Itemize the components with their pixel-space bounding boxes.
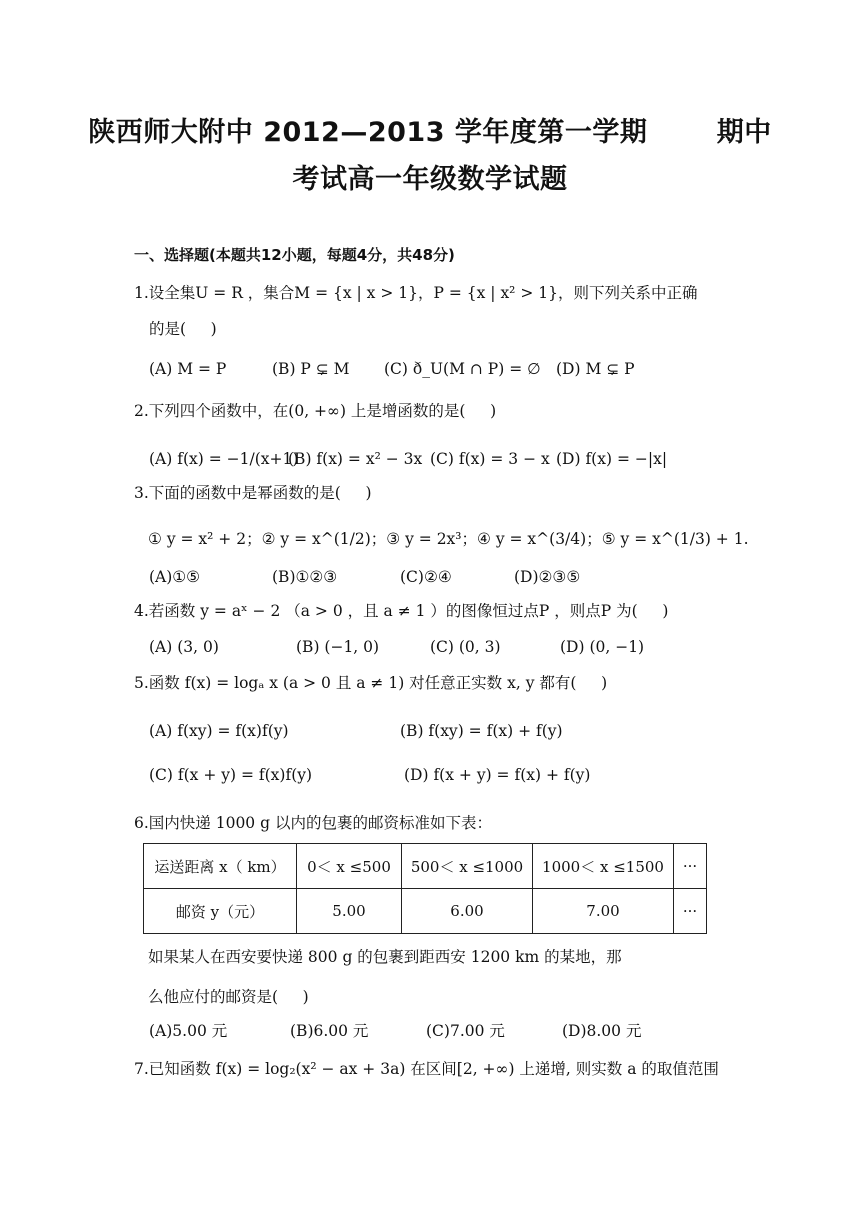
question-1-option-a: (A) M = P: [149, 360, 227, 378]
question-5-option-b: (B) f(xy) = f(x) + f(y): [400, 722, 563, 740]
question-6-option-b: (B)6.00 元: [290, 1022, 369, 1040]
question-3-stem: 3.下面的函数中是幂函数的是( ): [134, 484, 372, 502]
question-6-stem-cont2: 么他应付的邮资是( ): [148, 988, 309, 1006]
question-4-option-b: (B) (−1, 0): [296, 638, 380, 656]
question-1-option-b: (B) P ⊊ M: [272, 360, 350, 378]
question-5-option-a: (A) f(xy) = f(x)f(y): [149, 722, 289, 740]
question-2-option-c: (C) f(x) = 3 − x: [430, 450, 550, 468]
question-4-option-d: (D) (0, −1): [560, 638, 645, 656]
table-cell: 0＜ x ≤500: [297, 844, 402, 889]
postage-table: [143, 843, 707, 934]
question-1-option-d: (D) M ⊊ P: [556, 360, 635, 378]
table-cell: 7.00: [533, 889, 674, 934]
question-2-option-d: (D) f(x) = −|x|: [556, 450, 668, 468]
table-row: [144, 889, 707, 934]
question-1-stem-cont: 的是( ): [149, 320, 217, 338]
question-4-option-a: (A) (3, 0): [149, 638, 219, 656]
table-cell: 6.00: [402, 889, 533, 934]
question-6-option-a: (A)5.00 元: [149, 1022, 228, 1040]
question-3-option-c: (C)②④: [400, 568, 452, 586]
question-4-stem: 4.若函数 y = aˣ − 2 （a > 0 ，且 a ≠ 1 ）的图像恒过点P ，则点P 为( ): [134, 602, 669, 620]
question-4-option-c: (C) (0, 3): [430, 638, 501, 656]
exam-title-line1: 陕西师大附中 2012—2013 学年度第一学期 期中: [88, 117, 772, 148]
question-6-option-d: (D)8.00 元: [562, 1022, 642, 1040]
question-3-option-a: (A)①⑤: [149, 568, 201, 586]
question-3-option-d: (D)②③⑤: [514, 568, 581, 586]
question-5-stem: 5.函数 f(x) = logₐ x (a > 0 且 a ≠ 1) 对任意正实数 x, y 都有( ): [134, 674, 608, 692]
question-3-option-b: (B)①②③: [272, 568, 338, 586]
exam-title-line2: 考试高一年级数学试题: [292, 164, 568, 195]
question-7-stem: 7.已知函数 f(x) = log₂(x² − ax + 3a) 在区间[2, +∞) 上递增, 则实数 a 的取值范围: [134, 1060, 719, 1078]
question-5-option-c: (C) f(x + y) = f(x)f(y): [149, 766, 313, 784]
question-6-stem: 6.国内快递 1000 g 以内的包裹的邮资标准如下表：: [134, 814, 492, 832]
question-1-stem: 1.设全集U = R ，集合M = {x | x > 1}，P = {x | x² > 1}，则下列关系中正确: [134, 284, 698, 302]
question-6-stem-cont: 如果某人在西安要快递 800 g 的包裹到距西安 1200 km 的某地，那: [148, 948, 622, 966]
table-cell: 运送距离 x（ km）: [144, 844, 297, 889]
section-heading: 一、选择题(本题共12小题，每题4分，共48分): [134, 246, 455, 264]
question-6-option-c: (C)7.00 元: [426, 1022, 505, 1040]
table-cell: 1000＜ x ≤1500: [533, 844, 674, 889]
question-2-stem: 2.下列四个函数中，在(0, +∞) 上是增函数的是( ): [134, 402, 497, 420]
question-2-option-a: (A) f(x) = −1/(x+1): [149, 450, 299, 468]
question-3-functions: ① y = x² + 2；② y = x^(1/2)；③ y = 2x³；④ y = x^(3/4)；⑤ y = x^(1/3) + 1.: [148, 530, 749, 548]
table-cell: 5.00: [297, 889, 402, 934]
question-2-option-b: (B) f(x) = x² − 3x: [288, 450, 423, 468]
table-cell: ···: [674, 844, 707, 889]
question-5-option-d: (D) f(x + y) = f(x) + f(y): [404, 766, 591, 784]
table-cell: ···: [674, 889, 707, 934]
table-row: [144, 844, 707, 889]
question-1-option-c: (C) ð_U(M ∩ P) = ∅: [384, 360, 541, 378]
table-cell: 邮资 y（元）: [144, 889, 297, 934]
table-cell: 500＜ x ≤1000: [402, 844, 533, 889]
